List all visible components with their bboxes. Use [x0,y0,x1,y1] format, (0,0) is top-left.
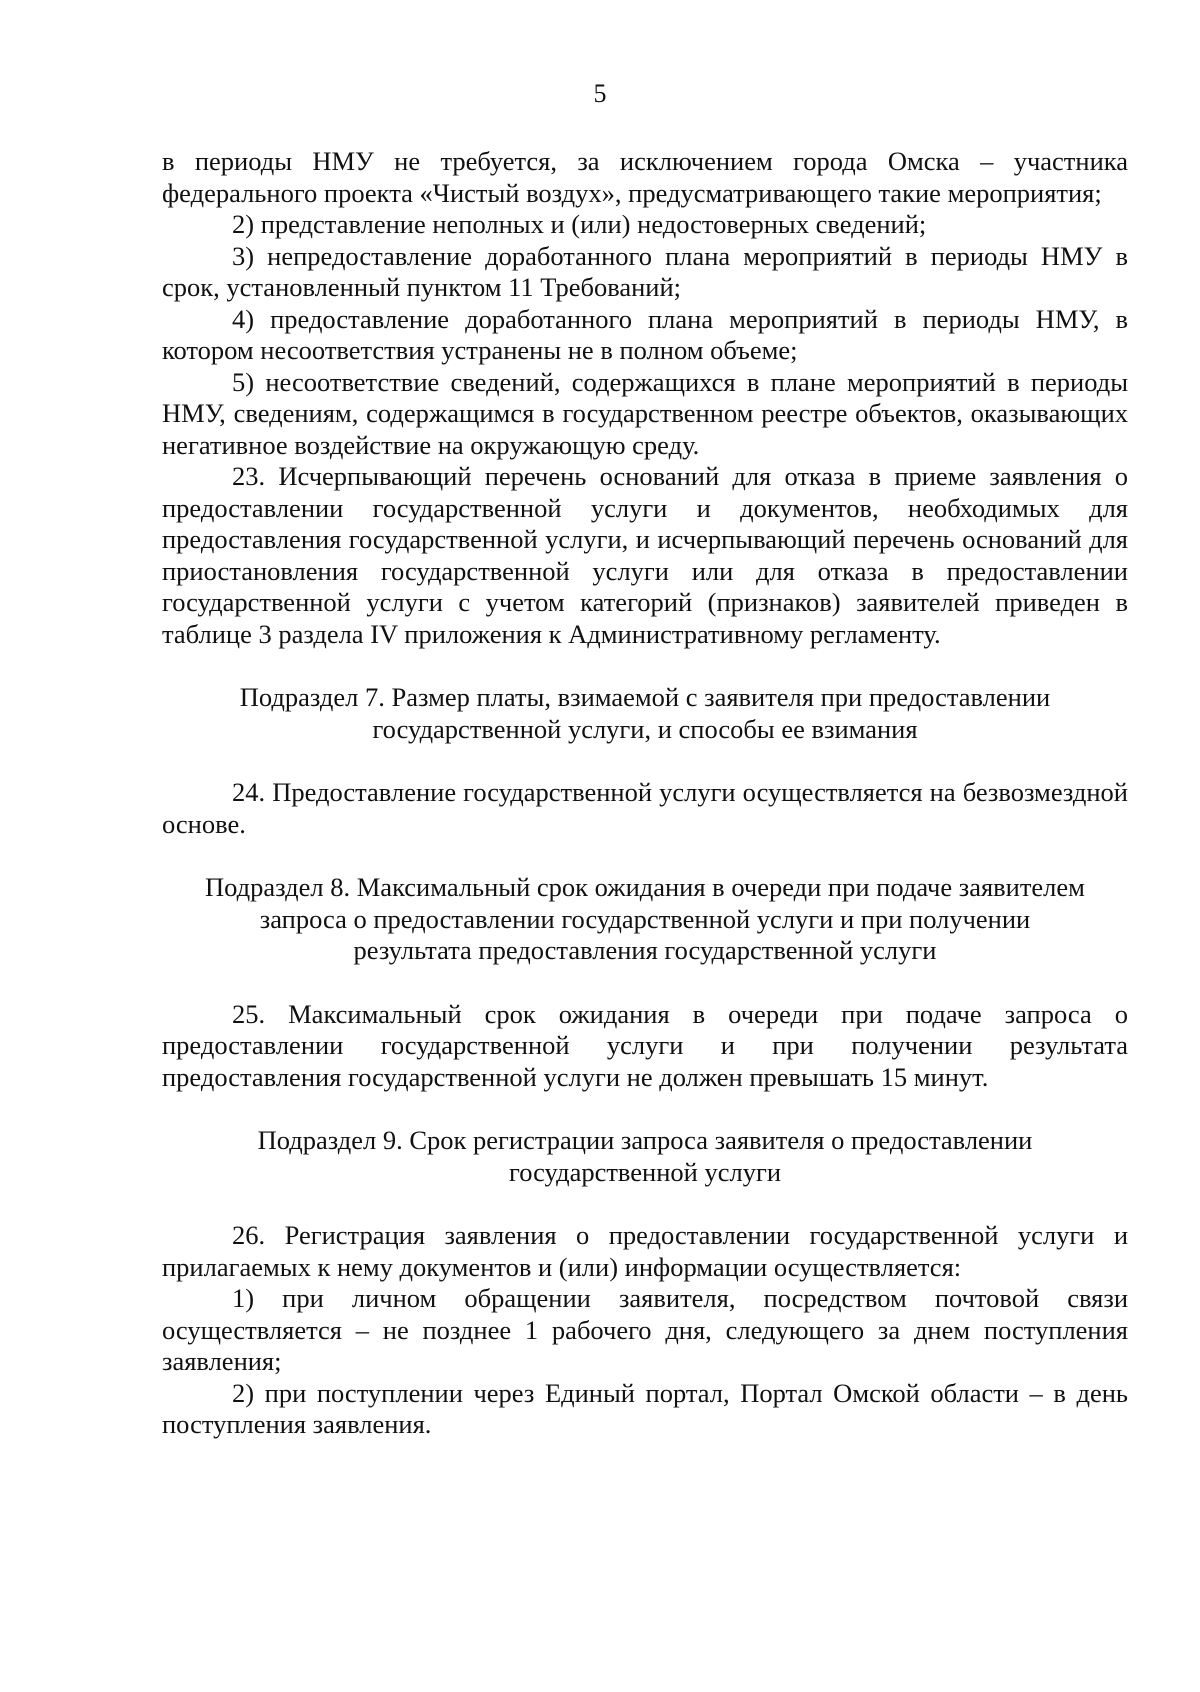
page-number: 5 [593,79,607,108]
subsection-9-heading: Подраздел 9. Срок регистрации запроса заявителя о предоставлении государственной услуги [257,1125,1033,1187]
paragraph-23: 23. Исчерпывающий перечень оснований для отказа в приеме заявления о предоставлении государственной услуги и документов, необходимых для предоставления государственной услуги, и исчерпывающий перечень оснований для приостановления государственной услуги или для отказа в предоставлении государственной услуги с учетом категорий (признаков) заявителей приведен в таблице 3 раздела IV приложения к Административному регламенту. [162,461,1128,649]
subsection-7-heading: Подраздел 7. Размер платы, взимаемой с заявителя при предоставлении государственной услуги, и способы ее взимания [239,682,1051,744]
list-item-2: 2) представление неполных и (или) недостоверных сведений; [232,209,927,239]
paragraph-26: 26. Регистрация заявления о предоставлении государственной услуги и прилагаемых к нему документов и (или) информации осуществляется: [162,1220,1128,1282]
paragraph-26-item-1: 1) при личном обращении заявителя, посредством почтовой связи осуществляется – не позднее 1 рабочего дня, следующего за днем поступления заявления; [162,1283,1128,1376]
document-body [162,146,1128,1441]
list-item-5: 5) несоответствие сведений, содержащихся в плане мероприятий в периоды НМУ, сведениям, содержащимся в государственном реестре объектов, оказывающих негативное воздействие на окружающую среду. [162,366,1128,460]
paragraph-26-item-2: 2) при поступлении через Единый портал, Портал Омской области – в день поступления заявления. [162,1377,1128,1439]
list-item-3: 3) непредоставление доработанного плана мероприятий в периоды НМУ в срок, установленный пунктом 11 Требований; [162,240,1128,302]
paragraph-continuation: в периоды НМУ не требуется, за исключением города Омска – участника федерального проекта «Чистый воздух», предусматривающего такие мероприятия; [162,146,1128,208]
list-item-4: 4) предоставление доработанного плана мероприятий в периоды НМУ, в котором несоответствия устранены не в полном объеме; [162,303,1128,365]
paragraph-24: 24. Предоставление государственной услуги осуществляется на безвозмездной основе. [162,777,1128,839]
paragraph-25: 25. Максимальный срок ожидания в очереди при подаче запроса о предоставлении государственной услуги и при получении результата предоставления государственной услуги не должен превышать 15 минут. [162,998,1128,1092]
subsection-8-heading: Подраздел 8. Максимальный срок ожидания в очереди при подаче заявителем запроса о предоставлении государственной услуги и при получении результата предоставления государственной услуги [205,872,1085,965]
